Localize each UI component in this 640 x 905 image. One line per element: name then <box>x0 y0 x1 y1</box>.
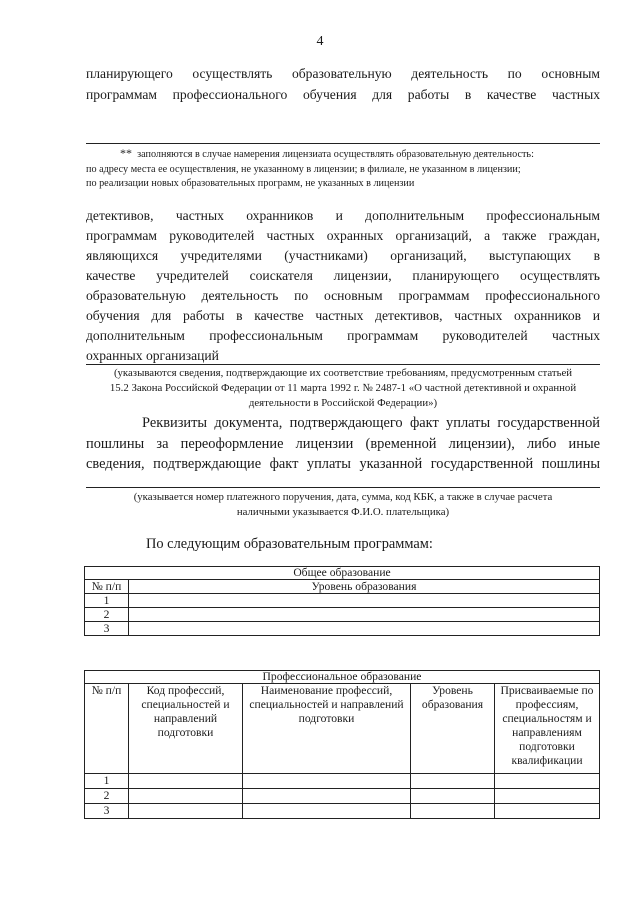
footnote-line-2: по адресу места ее осуществления, не указанному в лицензии; в филиале, не указанном в лицензии; <box>86 163 521 175</box>
table2-level-cell[interactable] <box>411 804 495 819</box>
table1-row-num: 1 <box>85 594 129 608</box>
footnote-line-1 <box>86 146 600 163</box>
requisites-line-1: Реквизиты документа, подтверждающего факт уплаты государственной <box>142 415 600 431</box>
table2-code-cell[interactable] <box>129 804 243 819</box>
table2-name-cell[interactable] <box>243 804 411 819</box>
table1-col-num: № п/п <box>85 580 129 594</box>
table-row <box>85 622 600 636</box>
table1-row-num: 2 <box>85 608 129 622</box>
top-line-2: программам профессионального обучения для работы в качестве частных <box>86 87 600 102</box>
table2-qualification-cell[interactable] <box>495 804 600 819</box>
table2-col-num: № п/п <box>85 684 129 774</box>
table2-level-cell[interactable] <box>411 774 495 789</box>
table2-row-num: 3 <box>85 804 129 819</box>
table2-qualification-cell[interactable] <box>495 789 600 804</box>
body-line-7: дополнительным профессиональным программам руководителей частных <box>86 328 600 343</box>
table2-col-level: Уровень образования <box>411 684 495 774</box>
requisites-line-2: пошлины за переоформление лицензии (временной лицензии), либо иные <box>86 435 600 452</box>
requisites-paragraph <box>86 413 600 475</box>
table-row <box>85 608 600 622</box>
table2-title: Профессиональное образование <box>85 671 600 684</box>
page-number: 4 <box>316 34 324 49</box>
footnote-separator <box>86 143 600 144</box>
caption-requirements <box>82 366 604 410</box>
body-line-5: образовательную деятельность по основным программам профессионального <box>86 288 600 303</box>
table1-row-num: 3 <box>85 622 129 636</box>
table2-col-code: Код профессий, специальностей и направлений подготовки <box>129 684 243 774</box>
table1-title-row <box>85 567 600 580</box>
table2-name-cell[interactable] <box>243 774 411 789</box>
professional-education-table <box>84 670 600 819</box>
table1-level-cell[interactable] <box>129 608 600 622</box>
table-row <box>85 804 600 819</box>
caption1-line-1: (указываются сведения, подтверждающие их соответствие требованиям, предусмотренным статьей <box>113 367 573 379</box>
caption2-line-2: наличными указывается Ф.И.О. плательщика) <box>236 505 450 518</box>
body-line-1: детективов, частных охранников и дополнительным профессиональным <box>86 208 600 223</box>
footnote-line-3: по реализации новых образовательных программ, не указанных в лицензии <box>86 178 415 190</box>
caption2-rule <box>86 487 600 488</box>
caption2-line-1: (указывается номер платежного поручения, дата, сумма, код КБК, а также в случае расчета <box>133 491 553 503</box>
table2-header-row <box>85 684 600 774</box>
table-row <box>85 789 600 804</box>
caption-payment <box>86 490 600 520</box>
general-education-table <box>84 566 600 636</box>
body-line-6: обучения для работы в качестве частных детективов, частных охранников и <box>86 308 600 323</box>
table2-col-name: Наименование профессий, специальностей и направлений подготовки <box>243 684 411 774</box>
table1-header-row <box>85 580 600 594</box>
caption1-rule <box>86 364 600 365</box>
caption1-line-3: деятельности в Российской Федерации») <box>248 396 438 409</box>
table-row <box>85 594 600 608</box>
table2-name-cell[interactable] <box>243 789 411 804</box>
table2-code-cell[interactable] <box>129 789 243 804</box>
programs-heading: По следующим образовательным программам: <box>146 536 433 552</box>
body-line-4: качестве учредителей соискателя лицензии, планирующего осуществлять <box>86 268 600 283</box>
requisites-line-3: сведения, подтверждающие факт уплаты указанной государственной пошлины <box>86 456 600 472</box>
body-line-2: программам руководителей частных охранных организаций, а также граждан, <box>86 228 600 243</box>
table1-title: Общее образование <box>85 567 600 580</box>
table2-title-row <box>85 671 600 684</box>
table2-code-cell[interactable] <box>129 774 243 789</box>
footnote-text-1: заполняются в случае намерения лицензиата осуществлять образовательную деятельность: <box>137 149 534 160</box>
table2-qualification-cell[interactable] <box>495 774 600 789</box>
top-line-1: планирующего осуществлять образовательную деятельность по основным <box>86 66 600 81</box>
table1-level-cell[interactable] <box>129 594 600 608</box>
table-row <box>85 774 600 789</box>
table1-level-cell[interactable] <box>129 622 600 636</box>
table2-level-cell[interactable] <box>411 789 495 804</box>
body-line-8: охранных организаций <box>86 348 219 363</box>
table2-row-num: 2 <box>85 789 129 804</box>
caption1-line-2: 15.2 Закона Российской Федерации от 11 марта 1992 г. № 2487-1 «О частной детективной и охранной <box>109 381 577 394</box>
footnote <box>86 146 600 192</box>
table2-col-qualification: Присваиваемые по профессиям, специальностям и направлениям подготовки квалификации <box>495 684 600 774</box>
footnote-marker: ** <box>120 146 132 160</box>
table2-row-num: 1 <box>85 774 129 789</box>
table1-col-level: Уровень образования <box>129 580 600 594</box>
body-line-3: являющихся учредителями (участниками) организаций, выступающих в <box>86 248 600 263</box>
